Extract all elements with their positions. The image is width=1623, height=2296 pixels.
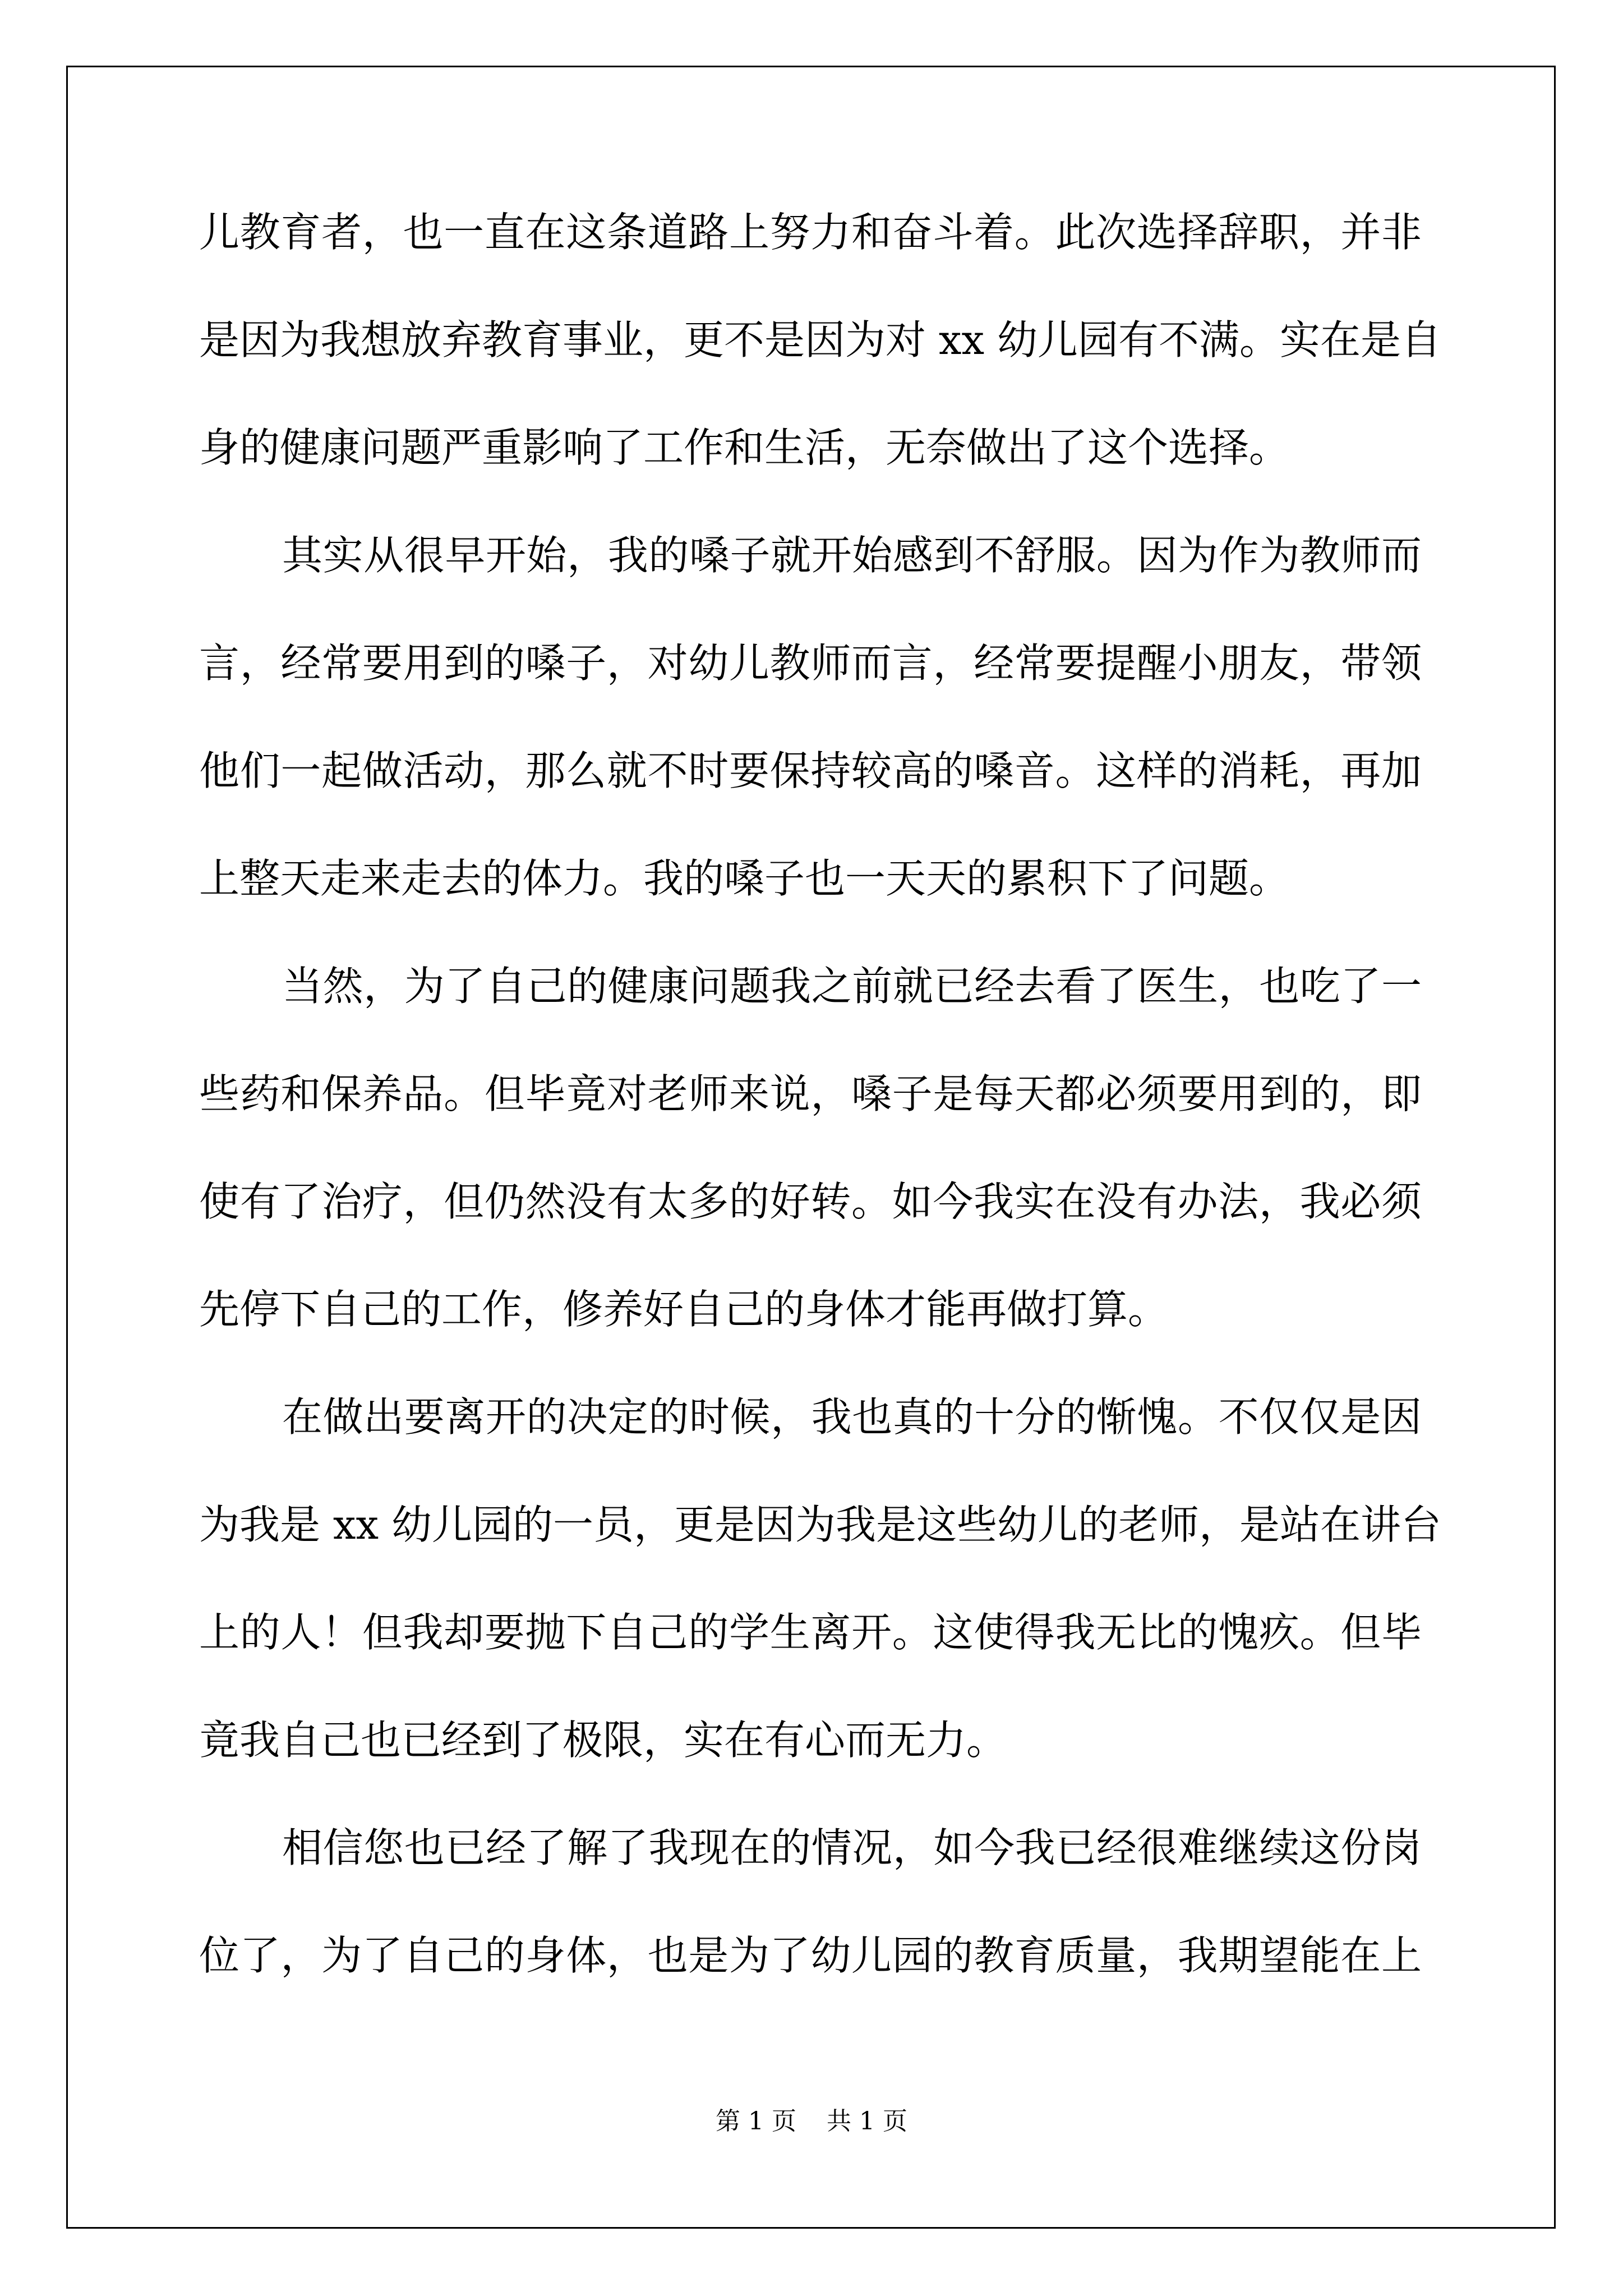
text-line: 上的人！但我却要抛下自己的学生离开。这使得我无比的愧疚。但毕 <box>199 1609 1422 1656</box>
text-line: 儿教育者，也一直在这条道路上努力和奋斗着。此次选择辞职，并非 <box>199 209 1422 256</box>
text-line: 相信您也已经了解了我现在的情况，如今我已经很难继续这份岗 <box>282 1824 1422 1871</box>
page-total: 共 1 页 <box>827 2107 907 2136</box>
text-line: 是因为我想放弃教育事业，更不是因为对 xx 幼儿园有不满。实在是自 <box>199 316 1441 364</box>
text-line: 言，经常要用到的嗓子，对幼儿教师而言，经常要提醒小朋友，带领 <box>199 639 1422 687</box>
text-line: 上整天走来走去的体力。我的嗓子也一天天的累积下了问题。 <box>199 855 1290 902</box>
text-line: 位了，为了自己的身体，也是为了幼儿园的教育质量，我期望能在上 <box>199 1932 1422 1979</box>
text-line: 些药和保养品。但毕竟对老师来说，嗓子是每天都必须要用到的，即 <box>199 1070 1422 1117</box>
document-body <box>199 209 1441 2043</box>
page-footer <box>0 2109 1623 2134</box>
text-line: 他们一起做活动，那么就不时要保持较高的嗓音。这样的消耗，再加 <box>199 747 1422 794</box>
text-line: 在做出要离开的决定的时候，我也真的十分的惭愧。不仅仅是因 <box>282 1393 1422 1441</box>
text-line: 使有了治疗，但仍然没有太多的好转。如今我实在没有办法，我必须 <box>199 1178 1422 1225</box>
text-line: 身的健康问题严重影响了工作和生活，无奈做出了这个选择。 <box>199 424 1290 471</box>
text-line: 其实从很早开始，我的嗓子就开始感到不舒服。因为作为教师而 <box>282 532 1422 579</box>
text-line: 竟我自己也已经到了极限，实在有心而无力。 <box>199 1717 1007 1764</box>
text-line: 为我是 xx 幼儿园的一员，更是因为我是这些幼儿的老师，是站在讲台 <box>199 1501 1441 1548</box>
text-line: 当然，为了自己的健康问题我之前就已经去看了医生，也吃了一 <box>282 963 1422 1010</box>
text-line: 先停下自己的工作，修养好自己的身体才能再做打算。 <box>199 1286 1169 1333</box>
page-number: 第 1 页 <box>716 2107 796 2136</box>
